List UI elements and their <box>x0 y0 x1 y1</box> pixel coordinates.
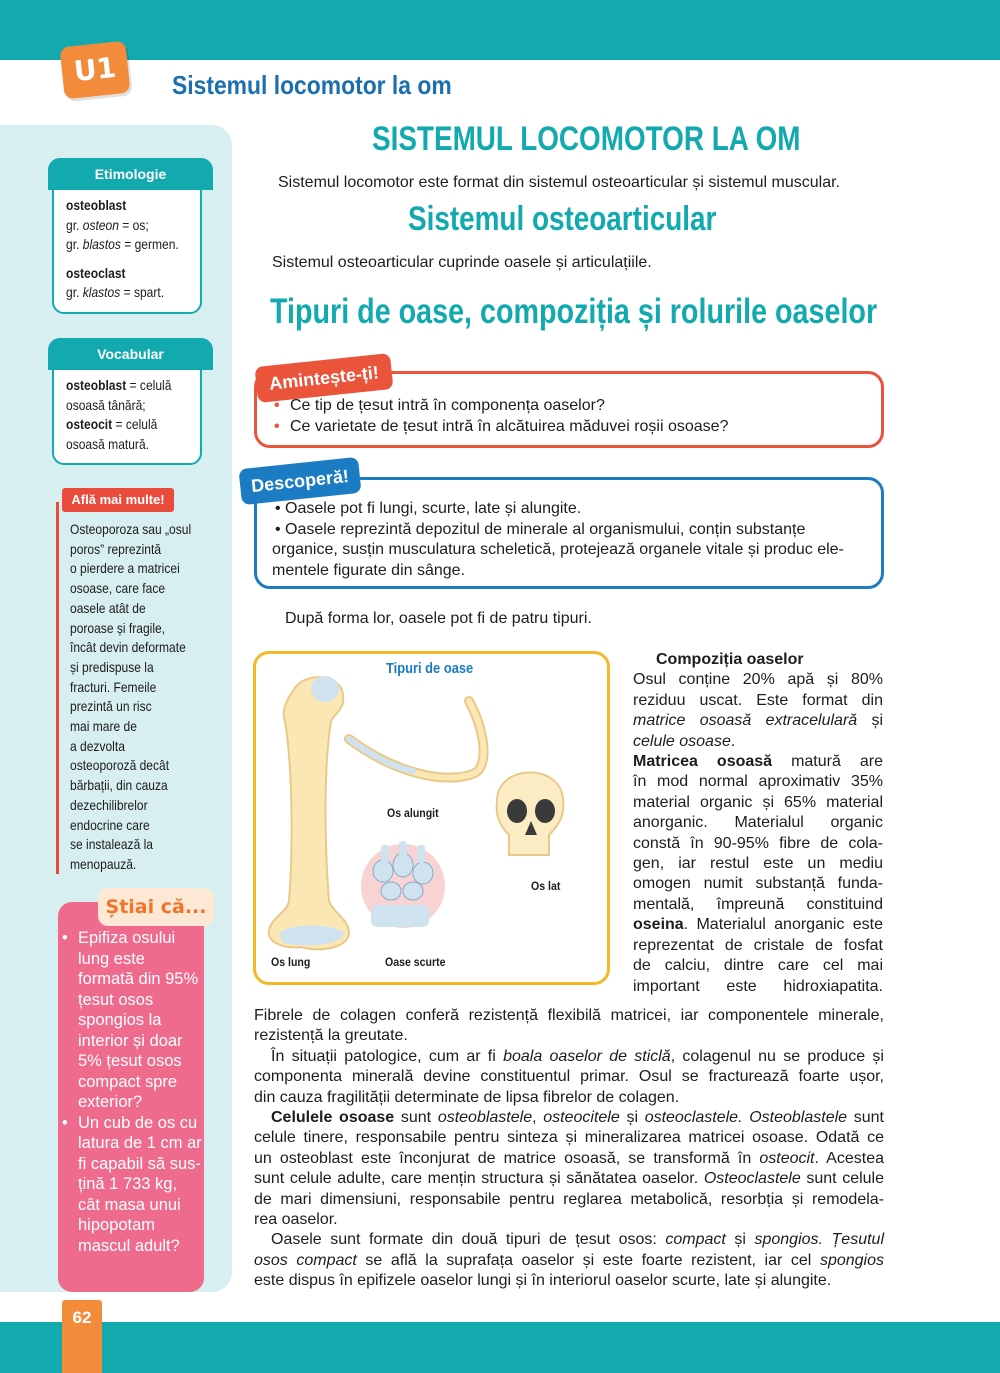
stiai-title: Știai că... <box>98 888 214 926</box>
descopera-line: • Oasele pot fi lungi, scurte, late și alungite. <box>275 500 582 517</box>
compozitie-heading: Compoziția oaselor <box>656 651 804 668</box>
etimologie-text: osteoblast gr. osteon = os; gr. blastos = germen. osteoclast gr. klastos = spart. <box>66 197 179 300</box>
afla-line: mai mare de <box>70 718 137 735</box>
afla-line: poroase și fragile, <box>70 619 166 636</box>
stiai-item: • Epifiza osului lung este formată din 95% țesut osos spongios la interior și doar 5% țesut osos compact spre exterior? <box>62 928 202 1113</box>
afla-line: endocrine care <box>70 816 150 833</box>
afla-line: oasele atât de <box>70 599 146 616</box>
compozitie-line: componenta minerală devine constituentul primar. Osul se fracturează foarte ușor, <box>254 1068 884 1086</box>
rib-icon <box>349 701 484 778</box>
afla-accent-line <box>56 502 59 874</box>
compozitie-line: Oasele sunt formate din două tipuri de țesut osos: compact și spongios. Țesutul <box>271 1231 884 1249</box>
compozitie-line: celule tinere, responsabile pentru sinteza și mineralizarea matricei osoase. Odată ce <box>254 1129 884 1147</box>
compozitie-line: constă în 90-95% fibre de cola- <box>633 834 883 852</box>
bottom-band <box>0 1322 1000 1373</box>
afla-line: și predispuse la <box>70 658 154 675</box>
skull-icon <box>497 773 564 856</box>
compozitie-line: anorganic. Materialul organic <box>633 814 883 832</box>
compozitie-line: material organic și 65% material <box>633 793 883 811</box>
compozitie-line: de mari dimensiuni, responsabile pentru reglarea metabolică, resorbția și remodela- <box>254 1190 884 1208</box>
heading-tipuri: Tipuri de oase, compoziția și rolurile oaselor <box>270 292 878 331</box>
label-oase-scurte: Oase scurte <box>385 955 446 969</box>
descopera-line: mentele figurate din sânge. <box>272 561 466 579</box>
vocabular-title: Vocabular <box>48 338 213 370</box>
compozitie-line: important este hidroxiapatita. <box>633 977 883 995</box>
unit-title: Sistemul locomotor la om <box>172 70 452 100</box>
compozitie-wide <box>254 1006 885 1292</box>
descopera-line: • Oasele reprezintă depozitul de minerale al organismului, conțin substanțe <box>275 520 806 538</box>
afla-line: se instalează la <box>70 836 154 853</box>
afla-title: Află mai multe! <box>62 488 174 512</box>
stiai-list <box>62 928 202 1256</box>
intro-text: Sistemul locomotor este format din sistemul osteoarticular și sistemul muscular. <box>278 174 840 191</box>
aminteste-item: • Ce tip de țesut intră în componența oaselor? <box>272 396 728 417</box>
compozitie-line: gen, iar restul este un mediu <box>633 855 883 873</box>
wrist-bones-icon <box>361 841 445 928</box>
aminteste-list <box>272 396 728 437</box>
afla-line: osoase, care face <box>70 580 166 597</box>
unit-badge: U1 <box>59 41 130 100</box>
page-number: 62 <box>62 1300 102 1373</box>
compozitie-line: mentală, împreună constituind <box>633 895 883 913</box>
label-os-lat: Os lat <box>531 879 561 893</box>
main-title: SISTEMUL LOCOMOTOR LA OM <box>372 120 801 158</box>
etimologie-title: Etimologie <box>48 158 213 190</box>
afla-line: bărbații, din cauza <box>70 777 168 794</box>
afla-line: dezechilibrelor <box>70 796 148 813</box>
osteo-text: Sistemul osteoarticular cuprinde oasele și articulațiile. <box>272 254 652 271</box>
descopera-label: Descoperă! <box>238 457 361 505</box>
stiai-item: • Un cub de os cu latura de 1 cm ar fi capabil să sus- țină 1 733 kg, cât masa unui hipopotam mascul adult? <box>62 1113 202 1257</box>
label-os-alungit: Os alungit <box>387 806 439 820</box>
compozitie-line: de calciu, dintre care cel mai <box>633 957 883 975</box>
compozitie-line: rea oaselor. <box>254 1211 338 1229</box>
afla-line: o pierdere a matricei <box>70 560 180 577</box>
compozitie-line: osos compact se află la suprafața oaselor și este foarte rezistent, iar cel spongios <box>254 1251 884 1269</box>
afla-text <box>70 520 191 875</box>
compozitie-line: din cauza fragilității determinate de lipsa fibrelor de colagen. <box>254 1088 680 1106</box>
afla-line: încât devin deformate <box>70 639 186 656</box>
heading-osteoarticular: Sistemul osteoarticular <box>408 200 717 238</box>
compozitie-line: reziduu uscat. Este format din <box>633 691 883 709</box>
compozitie-line: este dispus în epifizele oaselor lungi și în interiorul oaselor scurte, late și alungite. <box>254 1272 832 1290</box>
aminteste-label: Amintește-ți! <box>254 353 393 403</box>
compozitie-column <box>633 650 883 997</box>
forma-text: După forma lor, oasele pot fi de patru tipuri. <box>285 610 592 627</box>
compozitie-line: reprezentat de cristale de fosfat <box>633 936 883 954</box>
compozitie-line: un osteoblast este înconjurat de matrice osoasă, se transformă în osteocit. Acestea <box>254 1149 884 1167</box>
compozitie-line: Matricea osoasă matură are <box>633 753 884 771</box>
descopera-line: organice, susțin musculatura scheletică, protejează organele vitale și produc ele- <box>272 541 844 558</box>
afla-line: poros” reprezintă <box>70 540 162 557</box>
label-os-lung: Os lung <box>271 955 311 969</box>
compozitie-line: sunt celule adulte, care mențin structura și sănătatea oaselor. Osteoclastele sunt celule <box>254 1170 885 1188</box>
descopera-text <box>272 499 866 581</box>
compozitie-line: rezistență la greutate. <box>254 1027 408 1045</box>
compozitie-line: Fibrele de colagen conferă rezistență flexibilă matricei, iar componentele minerale, <box>254 1007 884 1024</box>
afla-line: fracturi. Femeile <box>70 678 157 695</box>
compozitie-line: oseina. Materialul anorganic este <box>633 916 883 934</box>
afla-line: osteoporoză decât <box>70 757 170 774</box>
afla-line: menopauză. <box>70 855 137 872</box>
afla-line: Osteoporoza sau „osul <box>70 521 192 537</box>
compozitie-line: în mod normal aproximativ 35% <box>633 773 883 791</box>
afla-line: a dezvolta <box>70 737 125 754</box>
compozitie-line: Celulele osoase sunt osteoblastele, osteocitele și osteoclastele. Osteoblastele sunt <box>271 1109 884 1127</box>
compozitie-line: Osul conține 20% apă și 80% <box>633 671 883 689</box>
compozitie-line: matrice osoasă extracelulară și <box>633 712 884 730</box>
compozitie-line: omogen numit substanță funda- <box>633 875 883 893</box>
figure-title: Tipuri de oase <box>386 660 474 677</box>
compozitie-line: celule osoase. <box>633 732 736 750</box>
vocabular-text: osteoblast = celulă osoasă tânără; osteocit = celulă osoasă matură. <box>66 377 172 452</box>
afla-line: prezintă un risc <box>70 698 152 715</box>
top-band <box>0 0 1000 60</box>
long-bone-icon <box>269 676 349 949</box>
compozitie-line: În situații patologice, cum ar fi boala oaselor de sticlă, colagenul nu se produce și <box>271 1047 884 1065</box>
aminteste-item: • Ce varietate de țesut intră în alcătuirea măduvei roșii osoase? <box>272 417 728 438</box>
